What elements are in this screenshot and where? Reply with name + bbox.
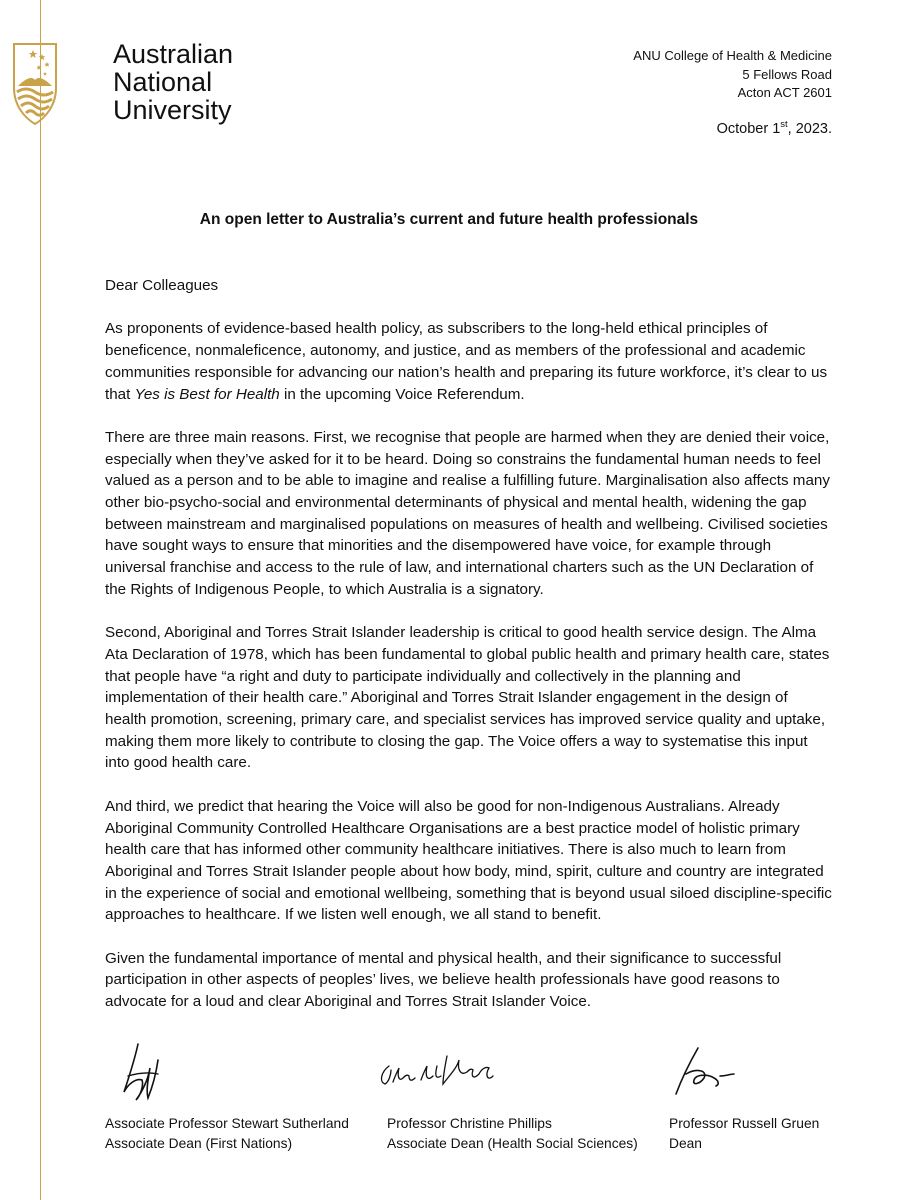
paragraph-5: Given the fundamental importance of mental and physical health, and their significance to successful participation in other aspects of peoples’ lives, we believe health professionals have good reasons to advocate for a loud and clear Aboriginal and Torres Strait Islander Voice. [105, 949, 782, 1011]
date-suffix: st [780, 119, 788, 130]
university-name [113, 40, 233, 124]
anu-crest-icon [12, 42, 58, 126]
date-rest: , 2023. [787, 120, 832, 137]
paragraph-4: And third, we predict that hearing the Voice will also be good for non-Indigenous Australians. Already Aboriginal Community Controlled Healthcare Organisations are a best practice model of holistic primary health care that has informed other community healthcare initiatives. There is also much to learn from Aboriginal and Torres Strait Islander people about how body, mind, spirit, culture and country are integrated in the experience of social and emotional wellbeing, something that is beyond usual siloed discipline-specific approaches to healthcare. If we listen well enough, we all stand to benefit. [105, 797, 832, 924]
paragraph-3: Second, Aboriginal and Torres Strait Islander leadership is critical to good health service design. The Alma Ata Declaration of 1978, which has been fundamental to global public health and primary health care, states that people have “a right and duty to participate individually and collectively in the planning and implementation of their health care.” Aboriginal and Torres Strait Islander engagement in the design of health promotion, screening, primary care, and specialist services has improved service quality and uptake, making them more likely to contribute to closing the gap. The Voice offers a way to systematise this input into good health care. [105, 624, 830, 772]
university-name-line3: University [113, 95, 232, 125]
gold-margin-rule [40, 0, 41, 1200]
signatory-role: Associate Dean (First Nations) [105, 1136, 293, 1151]
signatory-phillips [387, 1114, 638, 1154]
signatory-name: Associate Professor Stewart Sutherland [105, 1116, 349, 1131]
address-line1: ANU College of Health & Medicine [633, 48, 832, 63]
signatory-name: Professor Russell Gruen [669, 1116, 820, 1131]
letter-body [105, 275, 833, 1035]
signature-sutherland [118, 1040, 178, 1104]
letter-date [717, 119, 832, 137]
university-name-line2: National [113, 67, 213, 97]
signatory-role: Dean [669, 1136, 702, 1151]
address-line2: 5 Fellows Road [742, 66, 832, 82]
signature-gruen [668, 1044, 748, 1104]
address-line3: Acton ACT 2601 [737, 85, 832, 100]
signature-phillips [375, 1046, 505, 1096]
signatory-name: Professor Christine Phillips [387, 1116, 552, 1131]
signatory-sutherland [105, 1114, 349, 1154]
date-prefix: October 1 [716, 120, 781, 137]
sender-address [633, 47, 832, 103]
paragraph-1-text: As proponents of evidence-based health policy, as subscribers to the long-held ethical principles of beneficence, nonmaleficence, autonomy, and justice, and as members of the professional and academic communities responsible for advancing our nation’s health and preparing its future workforce, it’s clear to us that [105, 320, 828, 403]
paragraph-1-end: in the upcoming Voice Referendum. [279, 385, 525, 403]
signatory-gruen [669, 1114, 819, 1154]
paragraph-2: There are three main reasons. First, we recognise that people are harmed when they are denied their voice, especially when they’ve asked for it to be heard. Doing so constrains the fundamental human needs to feel valued as a person and to be able to imagine and realise a fulfilling future. Marginalisation also affects many other bio-psycho-social and environmental determinants of physical and mental health, widening the gap between mainstream and marginalised populations on measures of health and wellbeing. Civilised societies have sought ways to ensure that minorities and the disempowered have voice, for example through universal franchise and access to the rule of law, and international charters such as the UN Declaration of the Rights of Indigenous People, to which Australia is a signatory. [105, 428, 830, 598]
paragraph-1-emphasis: Yes is Best for Health [134, 385, 280, 403]
university-name-line1: Australian [113, 39, 234, 69]
salutation: Dear Colleagues [105, 277, 219, 294]
paragraph-1 [105, 318, 833, 405]
signatory-role: Associate Dean (Health Social Sciences) [387, 1136, 638, 1151]
letter-title: An open letter to Australia’s current and future health professionals [199, 211, 699, 228]
